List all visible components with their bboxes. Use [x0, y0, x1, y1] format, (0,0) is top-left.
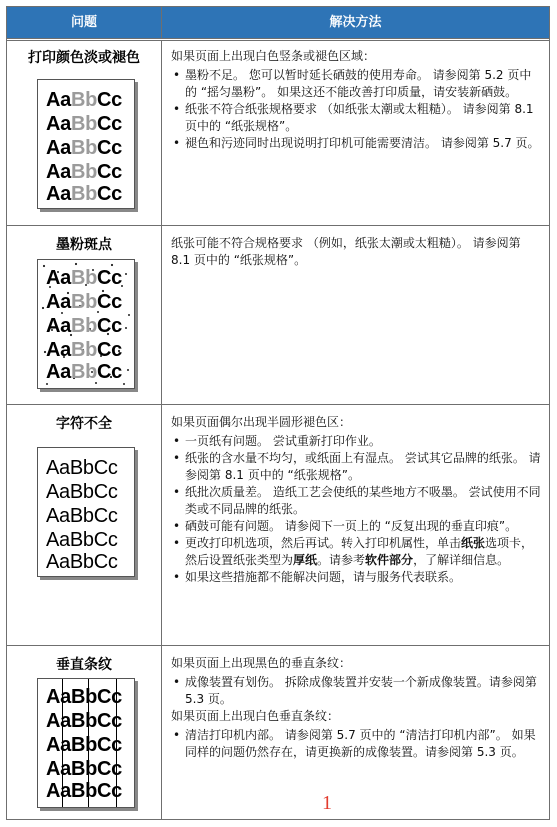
header-problem: 问题 — [70, 15, 97, 30]
solution-intro: 如果页面上出现黑色的垂直条纹： — [171, 656, 352, 670]
list-item: • 如果这些措施都不能解决问题，请与服务代表联系。 — [185, 569, 541, 586]
solution-intro: 如果页面偶尔出现半圆形褪色区： — [171, 415, 352, 429]
header-solution: 解决方法 — [329, 15, 382, 30]
row-divider — [7, 225, 549, 226]
table-header — [7, 7, 549, 38]
list-item: • 清洁打印机内部。 请参阅第 5.7 页中的 “清洁打印机内部”。 如果同样的问题仍然存在，请更换新的成像装置。请参阅第 5.3 页。 — [185, 727, 541, 761]
list-item: • 墨粉不足。 您可以暂时延长硒鼓的使用寿命。 请参阅第 5.2 页中的 “摇匀墨粉”。 如果这还不能改善打印质量，请安装新硒鼓。 — [185, 67, 541, 101]
solution-text: 纸张可能不符合规格要求 （例如，纸张太潮或太粗糙）。 请参阅第 8.1 页中的 “纸张规格”。 — [171, 236, 521, 267]
list-item: • 纸张的含水量不均匀，或纸面上有湿点。 尝试其它品牌的纸张。 请参阅第 8.1 页中的 “纸张规格”。 — [185, 450, 541, 484]
list-item: • 纸张不符合纸张规格要求 （如纸张太潮或太粗糙）。 请参阅第 8.1 页中的 “纸张规格”。 — [185, 101, 541, 135]
troubleshooting-table — [6, 6, 550, 820]
sample-specks-image: AaBbCc AaBbCc AaBbCc AaBbCc AaBbCc — [37, 259, 135, 389]
software-section-keyword: 软件部分 — [365, 553, 414, 567]
solution-toner-specks — [171, 235, 541, 269]
solution-intro: 如果页面上出现白色垂直条纹： — [171, 709, 340, 723]
problem-title-fading: 打印颜色淡或褪色 — [28, 50, 140, 66]
sample-dropouts-image: AaBbCc AaBbCc AaBbCc AaBbCc AaBbCc — [37, 447, 135, 577]
row-divider — [7, 38, 549, 41]
solution-dropouts — [171, 414, 541, 586]
sample-streaks-image: AaBbCc AaBbCc AaBbCc AaBbCc AaBbCc — [37, 678, 135, 808]
column-divider — [161, 7, 162, 819]
solution-intro: 如果页面上出现白色竖条或褪色区域： — [171, 49, 376, 63]
list-item: • 成像装置有划伤。 拆除成像装置并安装一个新成像装置。请参阅第 5.3 页。 — [185, 674, 541, 708]
sample-fading-image: AaBbCc AaBbCc AaBbCc AaBbCc AaBbCc — [37, 79, 135, 209]
problem-title-toner-specks: 墨粉斑点 — [56, 237, 112, 253]
thick-paper-keyword: 厚纸 — [293, 553, 318, 567]
list-item: • 一页纸有问题。 尝试重新打印作业。 — [185, 433, 541, 450]
problem-title-vertical-streaks: 垂直条纹 — [56, 657, 112, 673]
page-number: 1 — [322, 792, 332, 814]
list-item: • 更改打印机选项，然后再试。转入打印机属性，单击纸张选项卡，然后设置纸张类型为厚纸。请参考软件部分，了解详细信息。 — [185, 535, 541, 569]
list-item: • 褪色和污迹同时出现说明打印机可能需要清洁。 请参阅第 5.7 页。 — [185, 135, 541, 152]
row-divider — [7, 645, 549, 646]
solution-fading — [171, 48, 541, 152]
list-item: • 硒鼓可能有问题。 请参阅下一页上的 “反复出现的垂直印痕”。 — [185, 518, 541, 535]
row-divider — [7, 404, 549, 405]
list-item: • 纸批次质量差。 造纸工艺会使纸的某些地方不吸墨。 尝试使用不同类或不同品牌的纸张。 — [185, 484, 541, 518]
problem-title-dropouts: 字符不全 — [56, 416, 112, 432]
solution-vertical-streaks — [171, 655, 541, 761]
paper-tab-keyword: 纸张 — [461, 536, 486, 550]
